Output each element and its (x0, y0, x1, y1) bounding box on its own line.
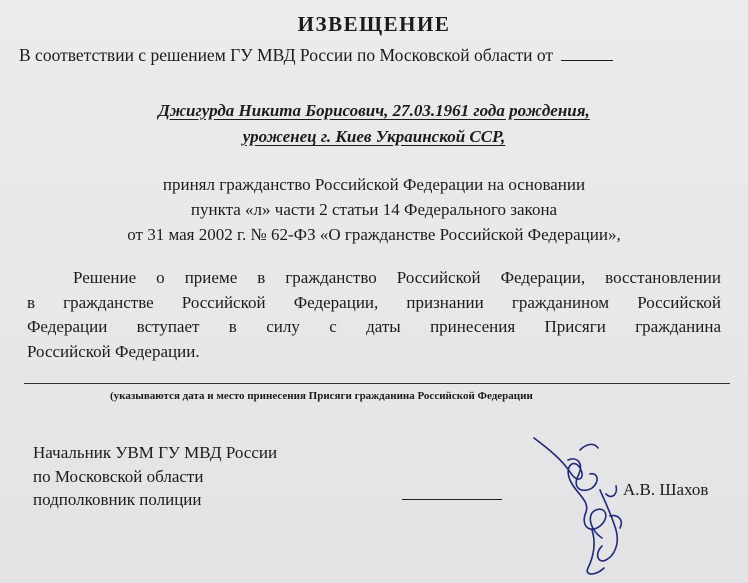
official-name: А.В. Шахов (623, 480, 709, 499)
person-birthplace: уроженец г. Киев Украинской ССР, (242, 127, 506, 146)
official-position-2: по Московской области (33, 467, 204, 486)
decision-line-1: Решение о приеме в гражданство Российской Федерации, восстановлении (73, 268, 721, 287)
decision-paragraph (27, 266, 721, 364)
person-line-2 (0, 127, 748, 147)
oath-caption: (указываются дата и место принесения Присяги гражданина Российской Федерации (110, 390, 533, 402)
person-name-dob: Джигурда Никита Борисович, 27.03.1961 года рождения, (158, 101, 590, 120)
decision-reference-line (19, 45, 613, 66)
decision-line-3: Федерации вступает в силу с даты принесения Присяги гражданина (27, 317, 721, 336)
oath-blank-line (24, 383, 730, 384)
basis-line-2: пункта «л» части 2 статьи 14 Федерального закона (190, 200, 558, 219)
official-position-1: Начальник УВМ ГУ МВД России (33, 443, 278, 462)
person-line-1 (0, 101, 748, 121)
document-title: ИЗВЕЩЕНИЕ (297, 12, 451, 36)
date-blank (561, 46, 613, 61)
signature-line (402, 499, 502, 500)
basis-line-1: принял гражданство Российской Федерации на основании (162, 175, 586, 194)
decision-line-4: Российской Федерации. (27, 341, 200, 361)
decision-reference-text: В соответствии с решением ГУ МВД России по Московской области от (19, 45, 554, 65)
decision-line-2: в гражданстве Российской Федерации, признании гражданином Российской (27, 292, 721, 312)
handwritten-signature (520, 430, 640, 580)
basis-line-3: от 31 мая 2002 г. № 62-ФЗ «О гражданстве Российской Федерации», (127, 225, 621, 244)
official-rank: подполковник полиции (33, 490, 202, 509)
